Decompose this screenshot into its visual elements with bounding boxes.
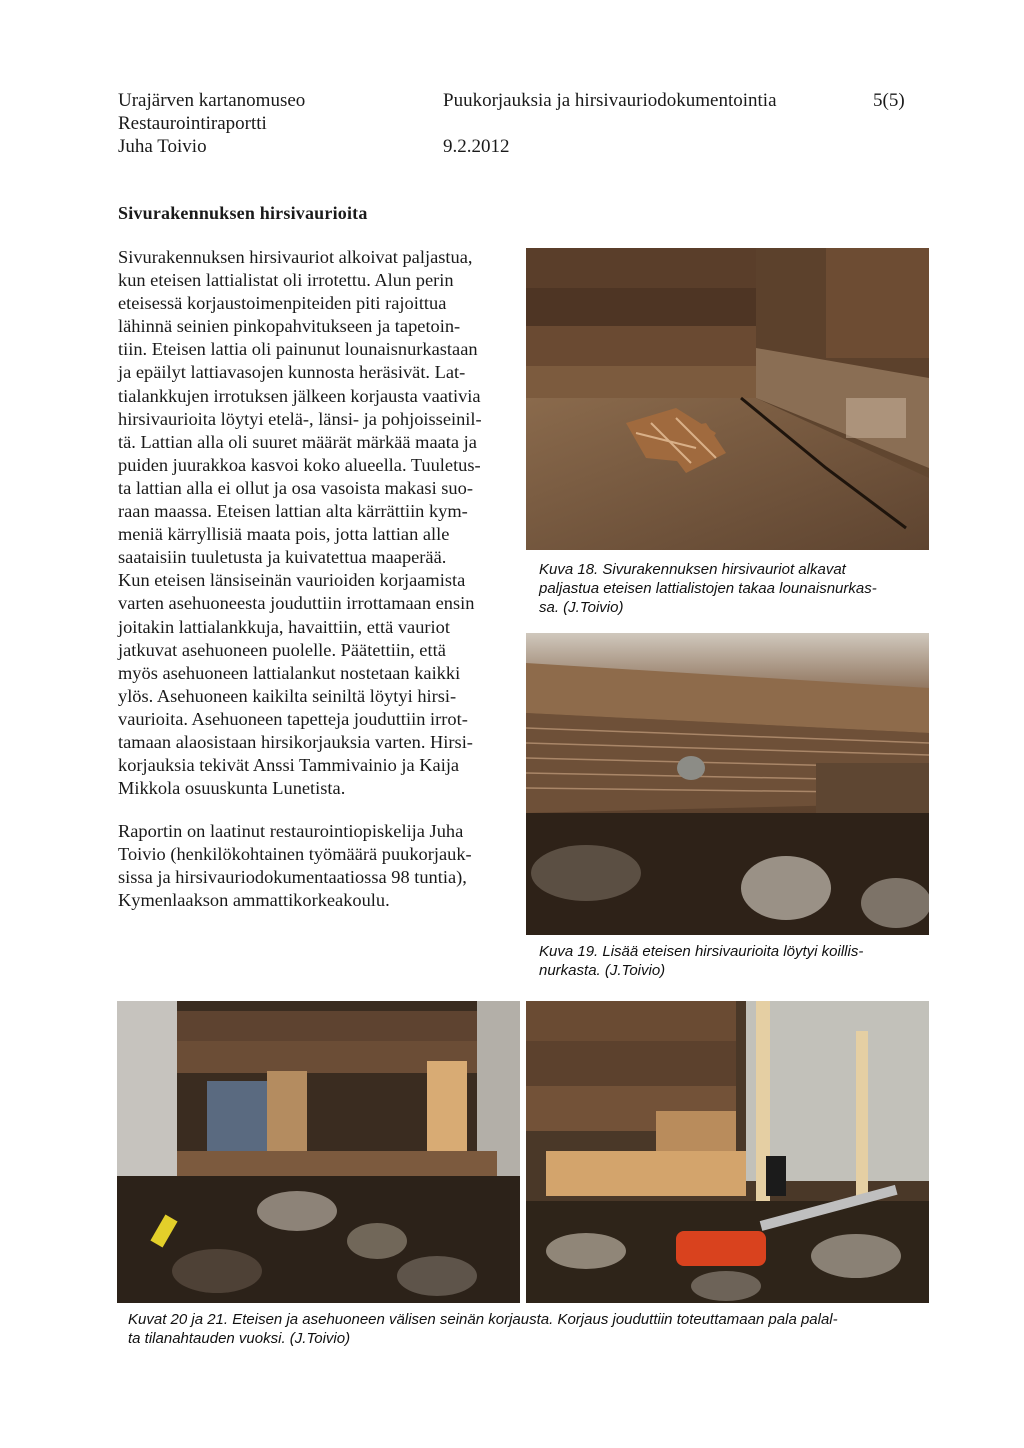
header-author: Juha Toivio (118, 136, 207, 157)
text-line: Kymenlaakson ammattikorkeakoulu. (118, 890, 390, 911)
text-line: varten asehuoneesta jouduttiin irrottamaan ensin (118, 593, 475, 614)
caption-kuva-19 (539, 942, 863, 980)
text-line: tiin. Eteisen lattia oli painunut lounaisnurkastaan (118, 339, 478, 360)
text-line: Raportin on laatinut restaurointiopiskelija Juha (118, 821, 464, 841)
header-date: 9.2.2012 (443, 136, 510, 157)
text-line: Mikkola osuuskunta Lunetista. (118, 778, 346, 799)
header-report-type: Restaurointiraportti (118, 113, 267, 134)
text-line: myös asehuoneen lattialankut nostetaan kaikki (118, 662, 461, 683)
text-line: sissa ja hirsivauriodokumentaatiossa 98 tuntia), (118, 867, 467, 888)
photo-kuva-20 (117, 1001, 520, 1303)
caption-line: ta tilanahtauden vuoksi. (J.Toivio) (128, 1330, 351, 1347)
text-line: meniä kärryllisiä maata pois, jotta lattian alle (118, 524, 450, 545)
text-line: puiden juurakkoa kasvoi koko alueella. Tuuletus- (118, 454, 481, 475)
text-line: raan maassa. Eteisen lattian alta kärrättiin kym- (118, 501, 468, 522)
text-line: Sivurakennuksen hirsivauriot alkoivat paljastua, (118, 247, 473, 267)
text-line: kun eteisen lattialistat oli irrotettu. Alun perin (118, 270, 454, 291)
text-line: tamaan alaosistaan hirsikorjauksia varten. Hirsi- (118, 731, 473, 752)
text-line: korjauksia tekivät Anssi Tammivainio ja Kaija (118, 755, 460, 776)
text-line: vaurioita. Asehuoneen tapetteja jouduttiin irrot- (118, 708, 468, 729)
text-line: lähinnä seinien pinkopahvitukseen ja tapetoin- (118, 316, 461, 337)
text-line: Kun eteisen länsiseinän vaurioiden korjaamista (118, 570, 466, 591)
text-line: saataisiin tuuletusta ja kuivatettua maaperää. (118, 547, 447, 568)
header-page-number: 5(5) (873, 90, 905, 111)
photo-kuva-21 (526, 1001, 929, 1303)
text-line: joitakin lattialankkuja, havaittiin, että vauriot (118, 616, 450, 637)
photo-kuva-19 (526, 633, 929, 935)
header-museum: Urajärven kartanomuseo (118, 90, 306, 111)
caption-line: Kuva 18. Sivurakennuksen hirsivauriot alkavat (539, 561, 846, 578)
caption-kuvat-20-21 (128, 1310, 838, 1348)
caption-kuva-18 (539, 560, 877, 617)
caption-line: Kuvat 20 ja 21. Eteisen ja asehuoneen välisen seinän korjausta. Korjaus jouduttiin toteuttamaan pala palal- (128, 1311, 838, 1328)
text-line: ja epäilyt lattiavasojen kunnosta heräsivät. Lat- (118, 362, 466, 383)
text-line: hirsivaurioita löytyi etelä-, länsi- ja pohjoisseinil- (118, 408, 482, 429)
text-line: ta lattian alla ei ollut ja osa vasoista makasi suo- (118, 477, 473, 498)
header-subject: Puukorjauksia ja hirsivauriodokumentointia (443, 90, 777, 111)
text-line: Toivio (henkilökohtainen työmäärä puukorjauk- (118, 844, 472, 865)
text-line: ylös. Asehuoneen kaikilta seiniltä löytyi hirsi- (118, 685, 457, 706)
caption-line: paljastua eteisen lattialistojen takaa lounaisnurkas- (539, 580, 877, 597)
caption-line: nurkasta. (J.Toivio) (539, 962, 666, 979)
text-line: jatkuvat asehuoneen puolelle. Päätettiin, että (118, 639, 446, 660)
photo-kuva-18 (526, 248, 929, 550)
text-line: tä. Lattian alla oli suuret määrät märkää maata ja (118, 431, 477, 452)
text-line: tialankkujen irrotuksen jälkeen korjausta vaativia (118, 385, 481, 406)
paragraph-1 (118, 246, 513, 800)
caption-line: sa. (J.Toivio) (539, 599, 624, 616)
paragraph-2 (118, 820, 513, 912)
text-line: eteisessä korjaustoimenpiteiden piti rajoittua (118, 293, 447, 314)
section-title: Sivurakennuksen hirsivaurioita (118, 203, 368, 223)
caption-line: Kuva 19. Lisää eteisen hirsivaurioita löytyi koillis- (539, 943, 864, 960)
